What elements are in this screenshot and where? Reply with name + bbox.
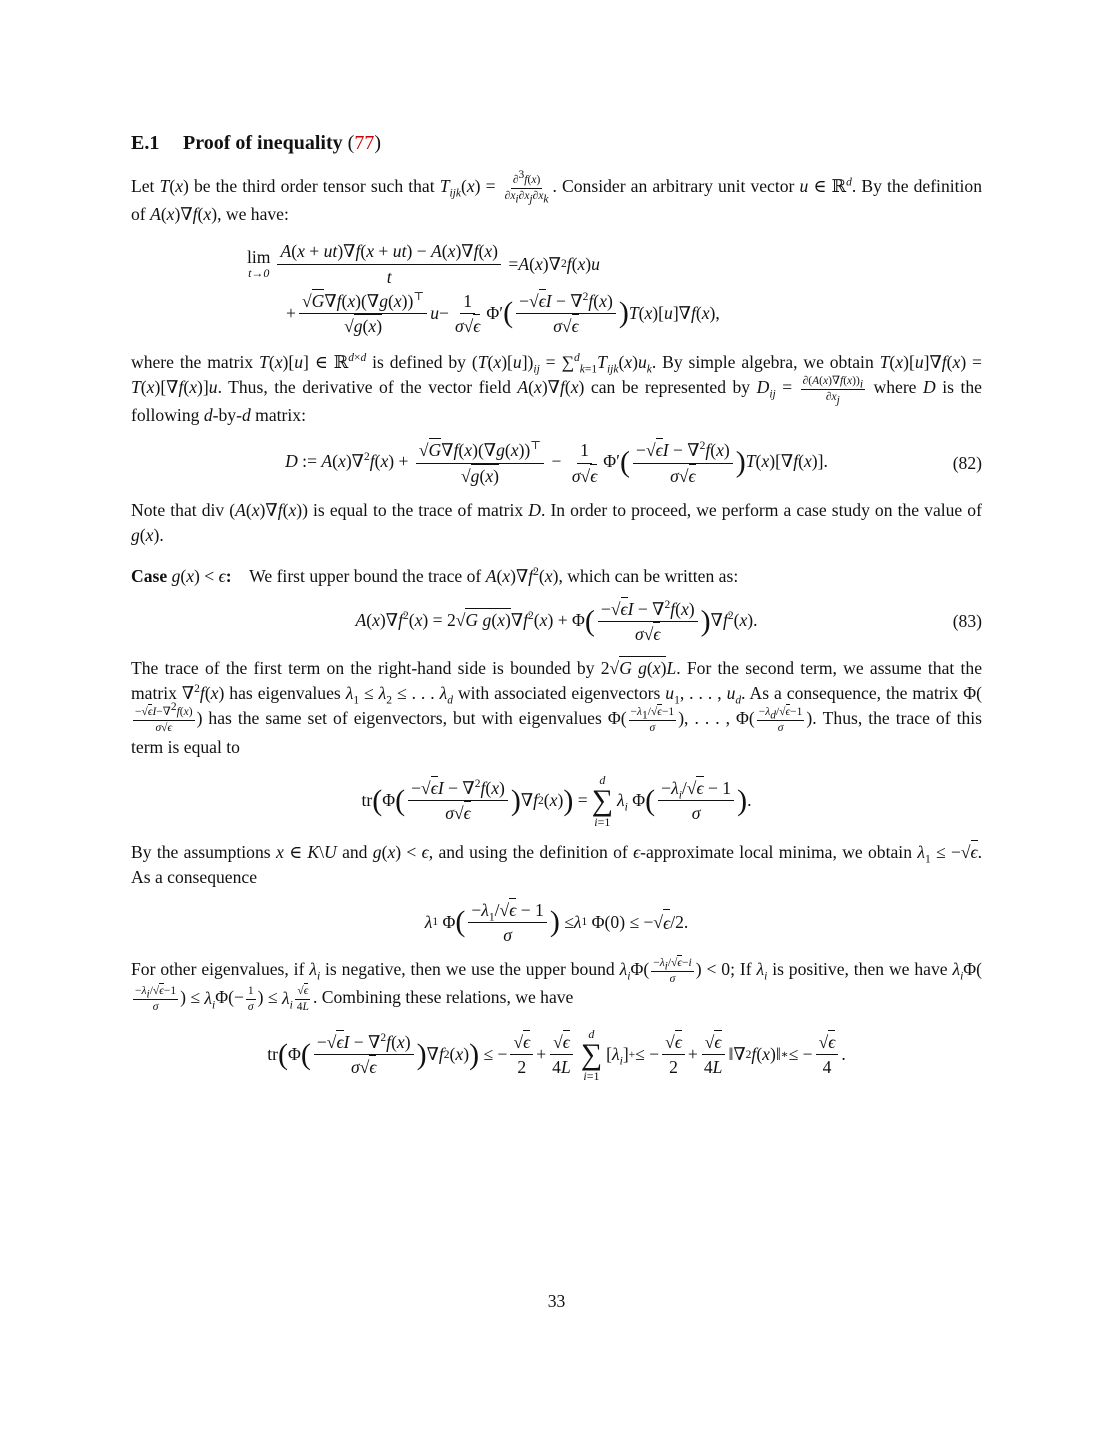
- trace-equation: tr ( Φ ( $\frac{-√\epsilon I - \nabla^2f(x)}{\sigma√\epsilon}$ ) ∇ f 2 ( x ) ) = d ∑ i=1 $\lambda_i$ Φ ( $\frac{-\lambda_i/√\epsilon - 1}{\sigma}$ ) .: [361, 772, 752, 829]
- equation-82: D := A(x)∇$^2$f(x) + $\frac{√G\nabla f(x)(\nabla g(x))^⊤}{√g(x)}$ − $\frac{1}{\sigma√\epsilon}$ Φ′( $\frac{-√\epsilon I - \nabla^2f(x)}{\sigma√\epsilon}$ )T(x)[∇f(x)]. (82): [285, 440, 982, 486]
- page-number: 33: [547, 1291, 566, 1311]
- final-inequality: tr ( Φ ( $\frac{-√\epsilon I - \nabla^2f(x)}{\sigma√\epsilon}$ ) ∇ f 2 ( x ) ) ≤ − $\frac{√\epsilon}{2}$ + $\frac{√\epsilon}{4L}$ d ∑ i=1 [ $\lambda_i$ ] + ≤ − $\frac{√\epsilon}{2}$ + $\frac{√\epsilon}{4L}$ ‖∇ 2 f ( x )‖ ∗ ≤ − $\frac{√\epsilon}{4}$ .: [267, 1026, 846, 1083]
- paragraph-tensor-definition: Let T(x) be the third order tensor such that $T_{ijk}(x)$ = $\frac{\partial^3f(x)}{\partial x_i\partial x_j\partial x_k}$ . Consider an arbitrary unit vector u ∈ ℝ$^d$. By the definition of A(x)∇f(x), we have:: [131, 169, 983, 225]
- equation-ref-link[interactable]: 77: [354, 132, 375, 154]
- section-title: Proof of inequality: [183, 132, 343, 154]
- limit-equation-continued: + $\frac{√G\nabla f(x)(\nabla g(x))^⊤}{√g(x)}$ u − $\frac{1}{\sigma√\epsilon}$ Φ′ ( $\frac{-√\epsilon I - \nabla^2f(x)}{\sigma√\epsilon}$ ) T ( x )[ u ]∇ f ( x ),: [286, 290, 720, 336]
- paragraph-matrix-definition: where the matrix T(x)[u] ∈ ℝ$^{d\times d}$ is defined by $(T(x)[u])_{ij} = \sum^d_{k=1}T_{ijk}(x)u_k$. By simple algebra, we obtain T(x)[u]∇f(x) = T(x)[∇f(x)]u. Thus, the derivative of the vector field A(x)∇f(x) can be represented by $D_{ij}$ = $\frac{\partial(A(x)\nabla f(x))_i}{\partial x_j}$ where D is the following d-by-d matrix:: [131, 352, 982, 426]
- paragraph-case: Case g(x) < ϵ: We first upper bound the trace of $A(x)\nabla f^2(x)$, which can be written as:: [131, 565, 739, 586]
- paragraph-divergence-note: Note that div (A(x)∇f(x)) is equal to the trace of matrix D. In order to proceed, we perform a case study on the value of g(x).: [131, 499, 982, 545]
- lambda-one-inequality: λ 1 Φ ( $\frac{-\lambda_1/√\epsilon - 1}{\sigma}$ ) ≤ λ 1 Φ(0) ≤ −√ ϵ /2.: [424, 899, 689, 945]
- equation-number-82: (82): [952, 452, 982, 473]
- paragraph-trace-bound: The trace of the first term on the right-hand side is bounded by 2√G g(x)L. For the second term, we assume that the matrix ∇$^2$f(x) has eigenvalues $\lambda_1 \le \lambda_2$ ≤ . . . $\lambda_d$ with associated eigenvectors $u_1$, . . . , $u_d$. As a consequence, the matrix Φ( $\frac{-√\epsilon I-\nabla^2f(x)}{\sigma√\epsilon}$ ) has the same set of eigenvectors, but with eigenvalues Φ( $\frac{-\lambda_1/√\epsilon-1}{\sigma}$ ), . . . , Φ( $\frac{-\lambda_d/√\epsilon-1}{\sigma}$ ). Thus, the trace of this term is equal to: [131, 658, 983, 757]
- paragraph-other-eigenvalues: For other eigenvalues, if $\lambda_i$ is negative, then we use the upper bound $\lambda_i\Phi$( $\frac{-\lambda_i/√\epsilon-i}{\sigma}$ ) < 0; If $\lambda_i$ is positive, then we have $\lambda_i\Phi$( $\frac{-\lambda_i/√\epsilon-1}{\sigma}$ ) ≤ $\lambda_i\Phi(-$ $\frac{1}{\sigma}$ ) ≤ $\lambda_i$ $\frac{√\epsilon}{4L}$ . Combining these relations, we have: [131, 957, 983, 1013]
- paragraph-assumptions: By the assumptions x ∈ K\U and g(x) < ϵ, and using the definition of ϵ-approximate local minima, we obtain $\lambda_1 \le -√\epsilon$. As a consequence: [131, 841, 983, 887]
- page-body: [131, 128, 982, 1082]
- section-heading: E.1 Proof of inequality (77): [131, 128, 982, 158]
- section-number: E.1: [131, 132, 160, 154]
- limit-equation: lim t→0 $\frac{A(x + ut)\nabla f(x + ut) - A(x)\nabla f(x)}{t}$ = A ( x )∇ 2 f ( x ) u: [247, 241, 600, 287]
- equation-83: $A(x)\nabla f^2(x) = 2√G$ $g(x)\nabla f^2(x) + \Phi$( $\frac{-√\epsilon I - \nabla^2f(x)}{\sigma√\epsilon}$ )$\nabla f^2(x)$. (83): [355, 598, 982, 645]
- equation-number-83: (83): [952, 611, 982, 632]
